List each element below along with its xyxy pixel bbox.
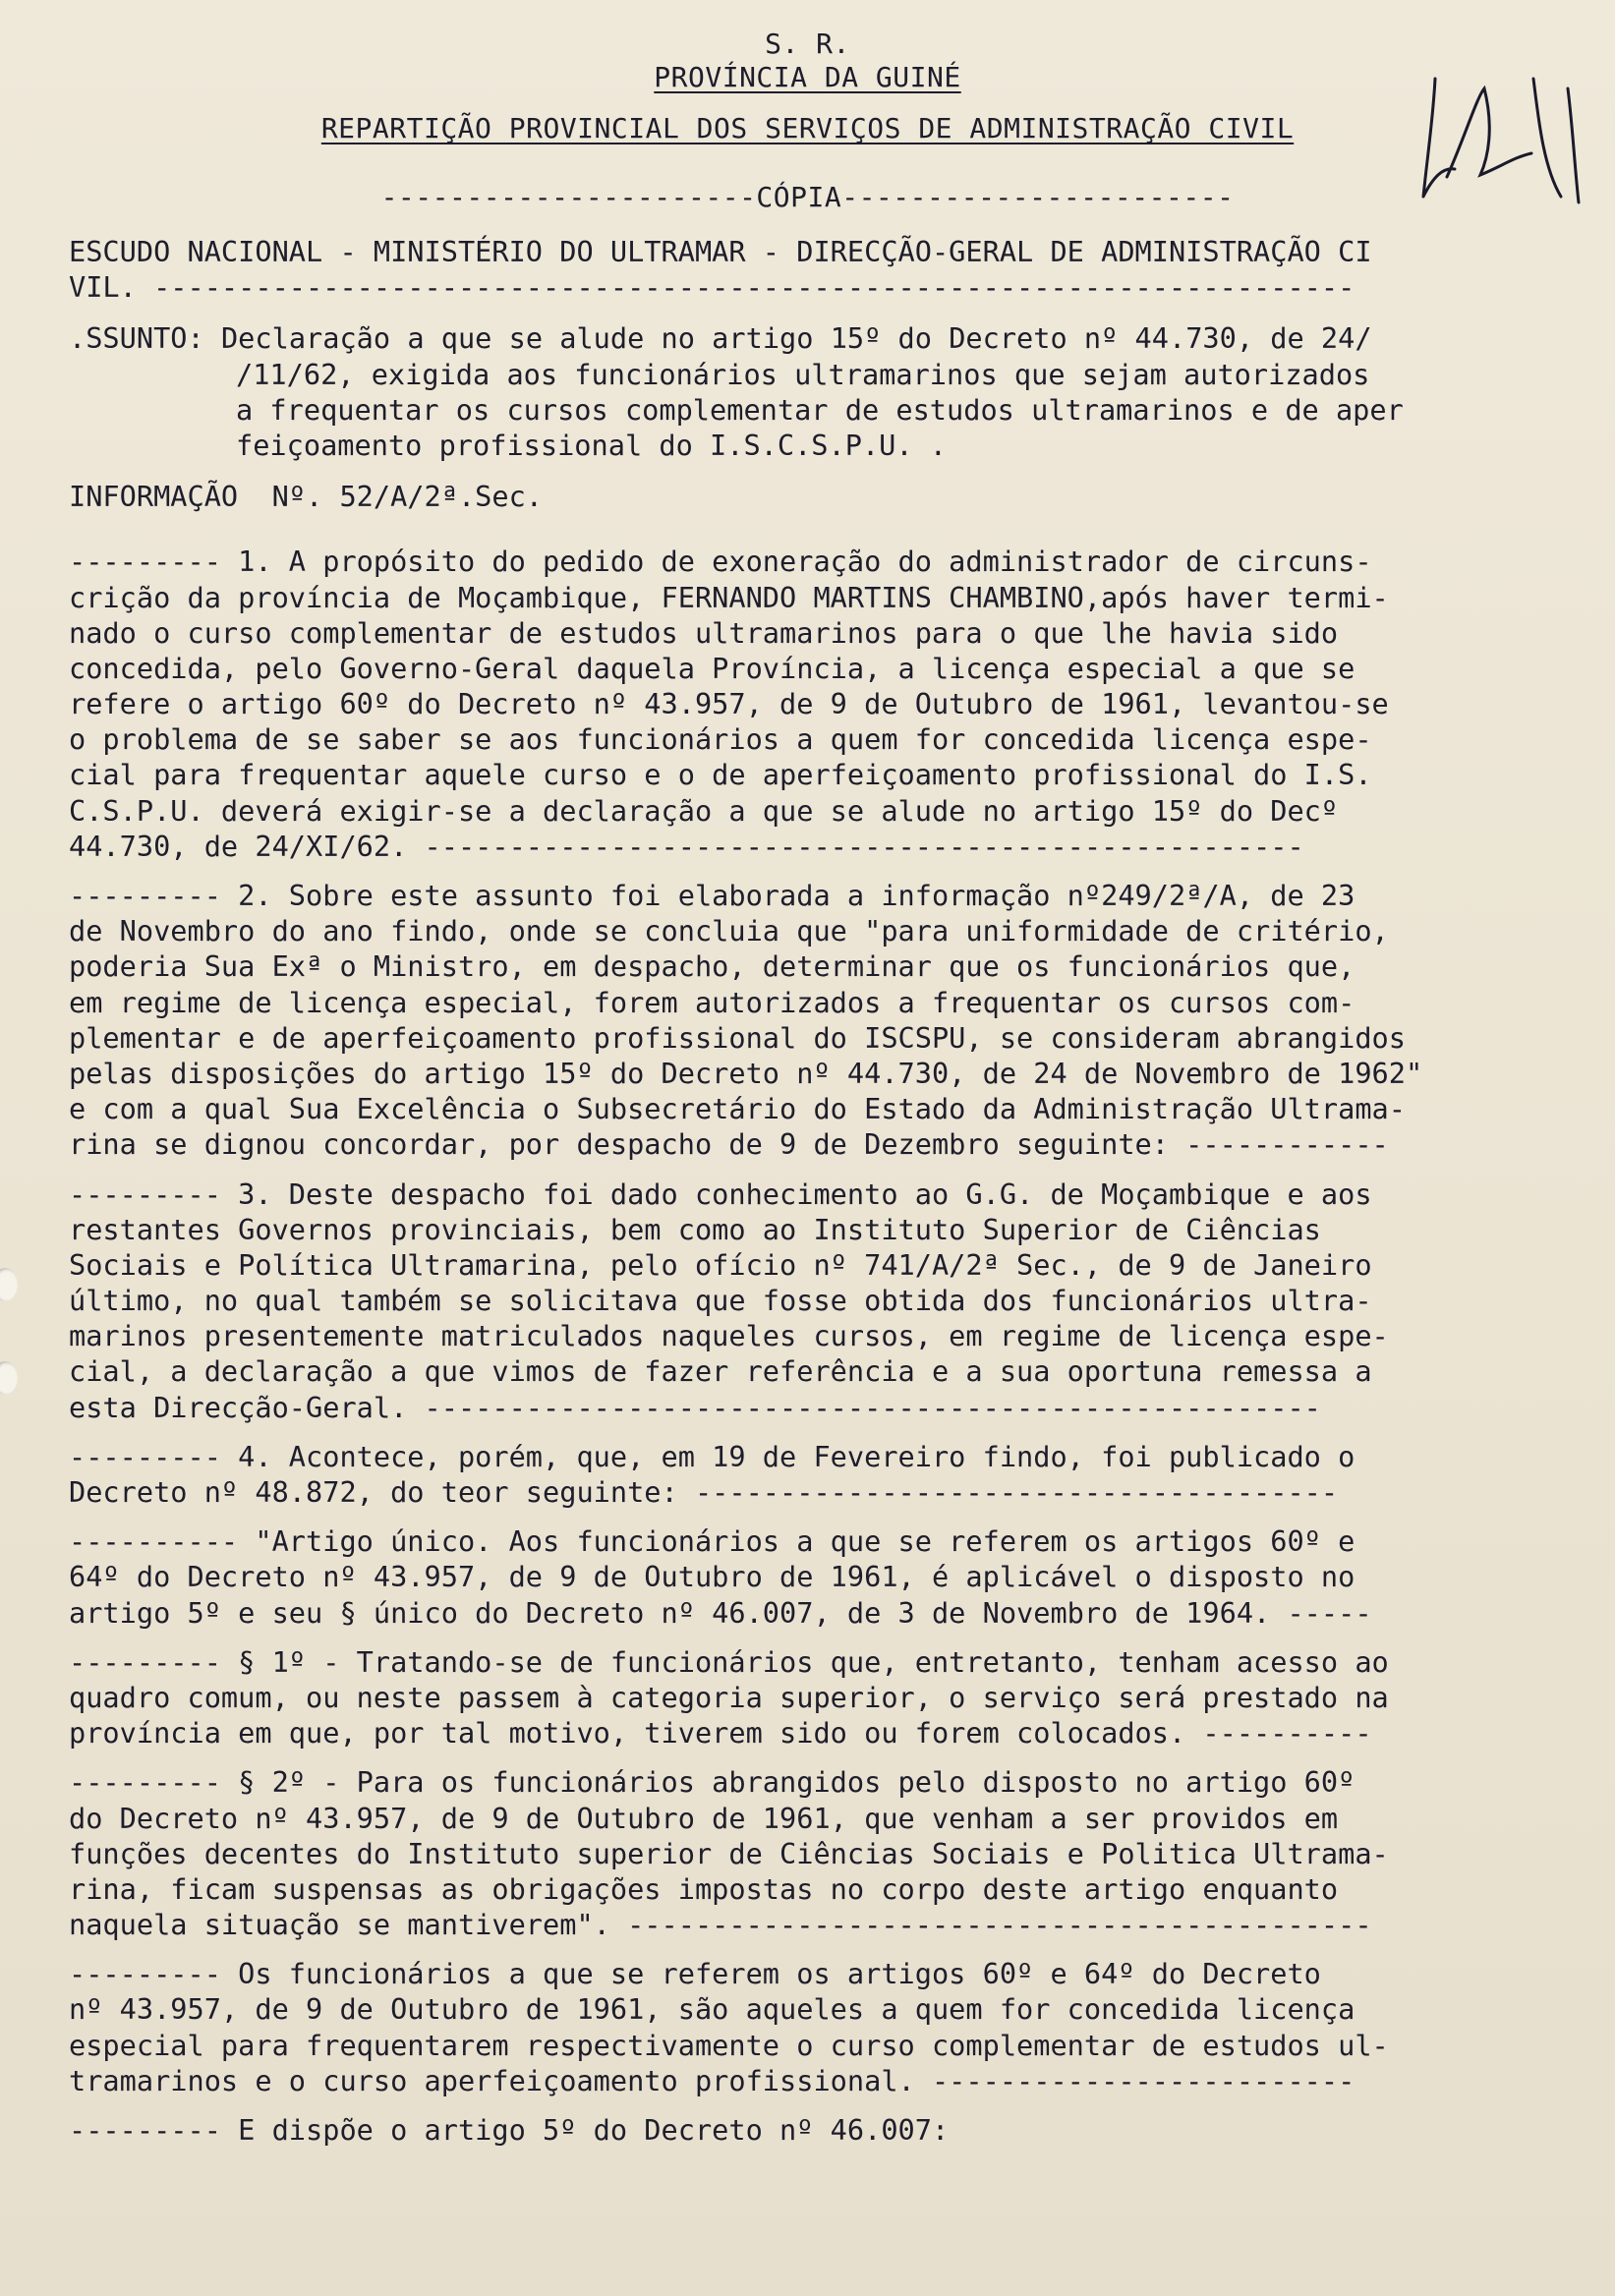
subject-line: .SSUNTO: Declaração a que se alude no artigo 15º do Decreto nº 44.730, de 24/ — [69, 321, 1372, 356]
paragraph-line: crição da província de Moçambique, FERNANDO MARTINS CHAMBINO,após haver termi- — [69, 580, 1389, 614]
paragraph-line: 64º do Decreto nº 43.957, de 9 de Outubro de 1961, é aplicável o disposto no — [69, 1560, 1355, 1594]
copy-label: ----------------------CÓPIA----------------------- — [380, 181, 1235, 213]
paragraph-line: concedida, pelo Governo-Geral daquela Província, a licença especial a que se — [69, 651, 1355, 685]
paragraph-line: cial para frequentar aquele curso e o de aperfeiçoamento profissional do I.S. — [69, 758, 1372, 792]
paragraph-line: cial, a declaração a que vimos de fazer referência e a sua oportuna remessa a — [69, 1354, 1372, 1389]
paragraph-line: rina se dignou concordar, por despacho de 9 de Dezembro seguinte: ------------ — [69, 1127, 1389, 1162]
subject-label: .SSUNTO: — [69, 321, 204, 356]
paragraph-line: naquela situação se mantiverem". -------------------------------------------- — [69, 1908, 1372, 1942]
paragraph — [69, 1523, 1563, 1631]
paragraph-line: nº 43.957, de 9 de Outubro de 1961, são aqueles a quem for concedida licença — [69, 1992, 1355, 2027]
paragraph-line: ---------- "Artigo único. Aos funcionários a que se referem os artigos 60º e — [69, 1524, 1355, 1559]
paragraph — [69, 1764, 1563, 1942]
crest-line: ESCUDO NACIONAL - MINISTÉRIO DO ULTRAMAR - DIRECÇÃO-GERAL DE ADMINISTRAÇÃO CI — [69, 235, 1372, 268]
paragraph-line: nado o curso complementar de estudos ultramarinos para o que lhe havia sido — [69, 615, 1339, 650]
crest-line: VIL. ----------------------------------------------------------------------- — [69, 270, 1355, 305]
paragraph-line: Decreto nº 48.872, do teor seguinte: -------------------------------------- — [69, 1475, 1339, 1509]
paragraph-line: e com a qual Sua Excelência o Subsecretário do Estado da Administração Ultrama- — [69, 1092, 1406, 1126]
paragraph-line: último, no qual também se solicitava que fosse obtida dos funcionários ultra- — [69, 1284, 1372, 1318]
paragraph-line: esta Direcção-Geral. ----------------------------------------------------- — [69, 1390, 1321, 1424]
paragraph-line: província em que, por tal motivo, tiverem sido ou forem colocados. ---------- — [69, 1716, 1372, 1751]
paragraphs — [69, 544, 1563, 2148]
paragraph-line: funções decentes do Instituto superior de Ciências Sociais e Politica Ultrama- — [69, 1836, 1389, 1870]
paragraph-line: o problema de se saber se aos funcionários a quem for concedida licença espe- — [69, 722, 1372, 757]
paragraph-line: em regime de licença especial, forem autorizados a frequentar os cursos com- — [69, 985, 1355, 1019]
paragraph-line: --------- 1. A propósito do pedido de exoneração do administrador de circuns- — [69, 545, 1372, 579]
paragraph-line: --------- 3. Deste despacho foi dado conhecimento ao G.G. de Moçambique e aos — [69, 1177, 1372, 1211]
paragraph-line: rina, ficam suspensas as obrigações impostas no corpo deste artigo enquanto — [69, 1871, 1339, 1906]
paragraph-line: plementar e de aperfeiçoamento profissional do ISCSPU, se consideram abrangidos — [69, 1020, 1406, 1055]
paragraph-line: marinos presentemente matriculados naqueles cursos, em regime de licença espe- — [69, 1319, 1389, 1353]
paragraph-line: --------- E dispõe o artigo 5º do Decreto nº 46.007: — [69, 2113, 950, 2147]
paragraph-line: restantes Governos provinciais, bem como ao Instituto Superior de Ciências — [69, 1212, 1321, 1246]
paragraph — [69, 1644, 1563, 1751]
header-department: REPARTIÇÃO PROVINCIAL DOS SERVIÇOS DE ADMINISTRAÇÃO CIVIL — [320, 112, 1295, 144]
paragraph-line: de Novembro do ano findo, onde se concluia que "para uniformidade de critério, — [69, 914, 1389, 948]
paragraph — [69, 1177, 1563, 1425]
paragraph-line: especial para frequentarem respectivamente o curso complementar de estudos ul- — [69, 2028, 1389, 2062]
paragraph-line: --------- § 2º - Para os funcionários abrangidos pelo disposto no artigo 60º — [69, 1765, 1355, 1800]
paragraph-line: quadro comum, ou neste passem à categoria superior, o serviço será prestado na — [69, 1680, 1389, 1714]
paragraph-line: tramarinos e o curso aperfeiçoamento profissional. ------------------------- — [69, 2063, 1355, 2097]
paragraph-line: --------- Os funcionários a que se referem os artigos 60º e 64º do Decreto — [69, 1957, 1321, 1991]
paragraph-line: C.S.P.U. deverá exigir-se a declaração a que se alude no artigo 15º do Decº — [69, 793, 1339, 828]
handwritten-signature — [1406, 59, 1602, 206]
paragraph — [69, 2112, 1563, 2148]
paragraph-line: --------- 2. Sobre este assunto foi elaborada a informação nº249/2ª/A, de 23 — [69, 879, 1355, 912]
paragraph-line: 44.730, de 24/XI/62. ---------------------------------------------------- — [69, 829, 1304, 863]
paragraph-line: do Decreto nº 43.957, de 9 de Outubro de 1961, que venham a ser providos em — [69, 1801, 1339, 1835]
document-body — [69, 216, 1563, 2148]
paragraph — [69, 1956, 1563, 2098]
paragraph-line: --------- 4. Acontece, porém, que, em 19 de Fevereiro findo, foi publicado o — [69, 1439, 1355, 1473]
punch-hole — [0, 1361, 18, 1395]
paragraph — [69, 544, 1563, 864]
paragraph — [69, 1439, 1563, 1510]
paragraph-line: refere o artigo 60º do Decreto nº 43.957, de 9 de Outubro de 1961, levantou-se — [69, 687, 1389, 721]
paragraph — [69, 878, 1563, 1163]
info-number: INFORMAÇÃO Nº. 52/A/2ª.Sec. — [69, 480, 544, 514]
header-sr: S. R. — [765, 28, 850, 60]
paragraph-line: pelas disposições do artigo 15º do Decreto nº 44.730, de 24 de Novembro de 1962" — [69, 1056, 1423, 1090]
paragraph-line: --------- § 1º - Tratando-se de funcionários que, entretanto, tenham acesso ao — [69, 1644, 1389, 1679]
punch-hole — [0, 1268, 18, 1301]
subject-line: a frequentar os cursos complementar de estudos ultramarinos e de aper — [236, 392, 1404, 427]
paragraph-line: artigo 5º e seu § único do Decreto nº 46.007, de 3 de Novembro de 1964. ----- — [69, 1595, 1372, 1630]
header-province: PROVÍNCIA DA GUINÉ — [654, 61, 961, 93]
paragraph-line: Sociais e Política Ultramarina, pelo ofício nº 741/A/2ª Sec., de 9 de Janeiro — [69, 1247, 1372, 1282]
paragraph-line: poderia Sua Exª o Ministro, em despacho, determinar que os funcionários que, — [69, 949, 1355, 984]
subject-line: feiçoamento profissional do I.S.C.S.P.U. . — [236, 428, 948, 462]
subject-line: /11/62, exigida aos funcionários ultramarinos que sejam autorizados — [236, 357, 1370, 391]
